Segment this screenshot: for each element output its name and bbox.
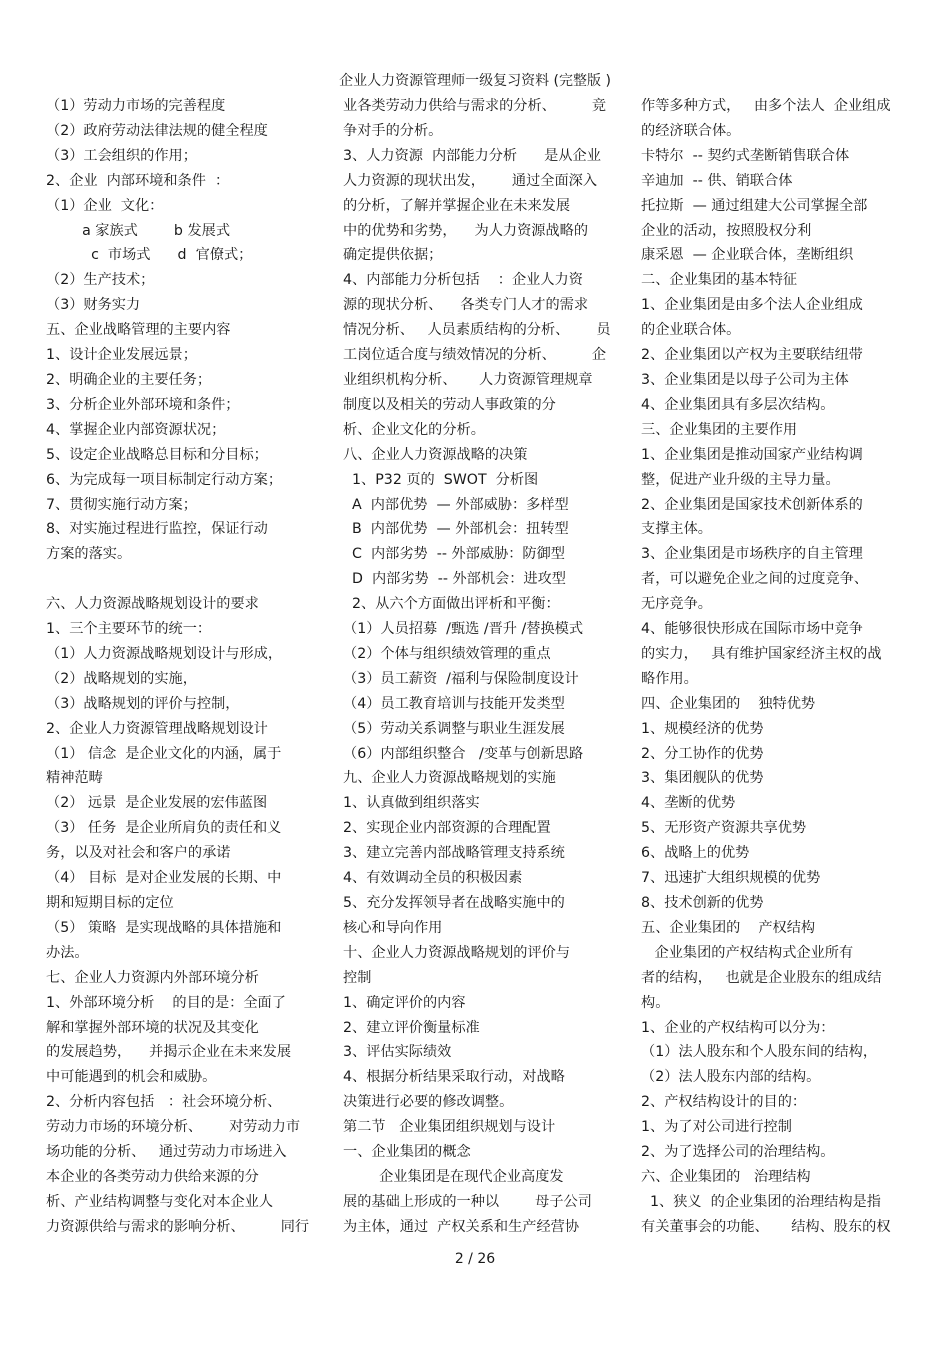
text-line: 6、战略上的优势 [641, 845, 750, 862]
text-line: 中可能遇到的机会和威胁。 [46, 1069, 217, 1086]
text-line: 劳动力市场的环境分析、 对劳动力市 [46, 1119, 301, 1136]
text-line: 4、有效调动全员的积极因素 [343, 870, 523, 887]
text-line: 三、企业集团的主要作用 [641, 421, 798, 438]
text-column-left [46, 94, 314, 1240]
text-line: 情况分析、 人员素质结构的分析、 员 [343, 322, 611, 339]
text-line: 2、企业集团是国家技术创新体系的 [641, 496, 863, 513]
text-line: （2） 远景 是企业发展的宏伟蓝图 [46, 795, 268, 812]
text-line: a 家族式 b 发展式 [46, 222, 231, 239]
text-line: 为主体，通过 产权关系和生产经营协 [343, 1218, 580, 1235]
text-line: 二、企业集团的基本特征 [641, 272, 798, 289]
text-line: 企业集团是在现代企业高度发 [343, 1168, 564, 1185]
text-line: 的发展趋势， 并揭示企业在未来发展 [46, 1044, 292, 1061]
text-line: 1、企业集团是由多个法人企业组成 [641, 297, 863, 314]
text-line: 1、确定评价的内容 [343, 994, 466, 1011]
page-number: 2 / 26 [454, 1251, 496, 1267]
text-line: 务，以及对社会和客户的承诺 [46, 845, 231, 862]
text-line: 业各类劳动力供给与需求的分析、 竞 [343, 98, 607, 114]
text-line: 整，促进产业升级的主导力量。 [641, 471, 840, 488]
text-line: 8、技术创新的优势 [641, 895, 764, 911]
text-line: 六、企业集团的 治理结构 [641, 1168, 811, 1185]
text-line: （2）生产技术； [46, 272, 155, 289]
text-column-right [641, 94, 909, 1240]
text-line: （5）劳动关系调整与职业生涯发展 [343, 720, 565, 737]
text-line: 五、企业集团的 产权结构 [641, 919, 816, 936]
text-line: 3、分析企业外部环境和条件； [46, 396, 240, 413]
text-line: 1、P32 页的 SWOT 分析图 [343, 471, 539, 488]
text-line: 的企业联合体。 [641, 322, 741, 339]
text-line: 业组织机构分析、 人力资源管理规章 [343, 371, 593, 388]
text-line: 析、产业结构调整与变化对本企业人 [46, 1193, 274, 1210]
text-line: 作等多种方式， 由多个法人 企业组成 [641, 98, 891, 114]
text-line: 十、企业人力资源战略规划的评价与 [343, 944, 571, 961]
text-line: 力资源供给与需求的影响分析、 同行 [46, 1218, 310, 1235]
text-line: 2、为了选择公司的治理结构。 [641, 1144, 835, 1161]
text-line: （1）人员招募 /甄选 /晋升 /替换模式 [343, 621, 584, 638]
text-line: 1、三个主要环节的统一： [46, 621, 212, 638]
text-line: 有关董事会的功能、 结构、股东的权 [641, 1218, 891, 1235]
text-line: 2、企业集团以产权为主要联结纽带 [641, 347, 863, 364]
text-line: （4）员工教育培训与技能开发类型 [343, 695, 565, 712]
text-column-middle [343, 94, 615, 1240]
text-line: 的分析，了解并掌握企业在未来发展 [343, 197, 571, 214]
text-line: （2）法人股东内部的结构。 [641, 1069, 821, 1086]
text-line: 者，可以避免企业之间的过度竞争、 [641, 571, 869, 588]
text-line: （2）政府劳动法律法规的健全程度 [46, 122, 268, 139]
text-line: 5、充分发挥领导者在战略实施中的 [343, 895, 565, 911]
text-line: 六、人力资源战略规划设计的要求 [46, 596, 259, 613]
text-line: 第二节 企业集团组织规划与设计 [343, 1119, 556, 1136]
text-line: 七、企业人力资源内外部环境分析 [46, 969, 259, 986]
text-line: 辛迪加 -- 供、销联合体 [641, 172, 793, 189]
text-line: 4、垄断的优势 [641, 795, 736, 812]
text-line: （1）法人股东和个人股东间的结构， [641, 1044, 878, 1061]
text-line: （1）人力资源战略规划设计与形成， [46, 645, 283, 662]
text-line: C 内部劣势 -- 外部威胁：防御型 [343, 546, 565, 563]
text-line: 卡特尔 -- 契约式垄断销售联合体 [641, 147, 850, 164]
text-line: 解和掌握外部环境的状况及其变化 [46, 1019, 259, 1036]
text-line: （1）企业 文化： [46, 197, 164, 214]
text-line: 1、狭义 的企业集团的治理结构是指 [641, 1193, 881, 1210]
text-line: 3、人力资源 内部能力分析 是从企业 [343, 147, 601, 164]
text-line: （3） 任务 是企业所肩负的责任和义 [46, 820, 282, 837]
text-line: 企业集团的产权结构式企业所有 [641, 944, 854, 961]
text-line: 4、掌握企业内部资源状况； [46, 421, 226, 438]
text-line: B 内部优势 — 外部机会：扭转型 [343, 521, 569, 538]
text-line: 八、企业人力资源战略的决策 [343, 446, 528, 463]
text-line: 4、能够很快形成在国际市场中竞争 [641, 621, 863, 638]
text-line: 工岗位适合度与绩效情况的分析、 企 [343, 347, 607, 364]
text-line: 核心和导向作用 [343, 919, 443, 936]
text-line: 的实力， 具有维护国家经济主权的战 [641, 645, 882, 662]
text-line: 3、企业集团是市场秩序的自主管理 [641, 546, 863, 563]
text-line: 康采恩 — 企业联合体，垄断组织 [641, 247, 854, 264]
text-line: （3）战略规划的评价与控制， [46, 695, 240, 712]
text-line: 7、贯彻实施行动方案； [46, 496, 197, 513]
text-line: （4） 目标 是对企业发展的长期、中 [46, 870, 282, 887]
text-line: 者的结构， 也就是企业股东的组成结 [641, 969, 882, 986]
text-line: 3、评估实际绩效 [343, 1044, 452, 1061]
text-line: 4、内部能力分析包括 ：企业人力资 [343, 272, 583, 289]
text-line: 九、企业人力资源战略规划的实施 [343, 770, 556, 787]
text-line: 中的优势和劣势， 为人力资源战略的 [343, 222, 589, 239]
text-line: c 市场式 d 官僚式； [46, 247, 253, 264]
text-line: 2、实现企业内部资源的合理配置 [343, 820, 551, 837]
text-line: 析、企业文化的分析。 [343, 421, 485, 438]
text-line: 2、明确企业的主要任务； [46, 371, 212, 388]
text-line: 展的基础上形成的一种以 母子公司 [343, 1193, 592, 1210]
text-line: 办法。 [46, 944, 89, 961]
text-line: 2、分工协作的优势 [641, 745, 764, 762]
text-line: 无序竞争。 [641, 596, 712, 613]
text-line: （3）工会组织的作用； [46, 147, 197, 164]
text-line: 四、企业集团的 独特优势 [641, 695, 816, 712]
text-line: （2）个体与组织绩效管理的重点 [343, 645, 551, 662]
text-line: 4、根据分析结果采取行动，对战略 [343, 1069, 565, 1086]
text-line: 2、企业 内部环境和条件 ： [46, 172, 230, 189]
text-line: 2、建立评价衡量标准 [343, 1019, 480, 1036]
text-line: 制度以及相关的劳动人事政策的分 [343, 396, 556, 413]
text-line: 控制 [343, 969, 372, 986]
text-line: 8、对实施过程进行监控，保证行动 [46, 521, 268, 538]
text-line: 3、企业集团是以母子公司为主体 [641, 371, 849, 388]
text-line: （5） 策略 是实现战略的具体措施和 [46, 919, 282, 936]
text-line: （1）劳动力市场的完善程度 [46, 98, 226, 114]
text-line: 2、从六个方面做出评析和平衡： [343, 596, 560, 613]
text-line: 1、认真做到组织落实 [343, 795, 480, 812]
text-line: 期和短期目标的定位 [46, 895, 174, 911]
text-line: 五、企业战略管理的主要内容 [46, 322, 231, 339]
text-line: （6）内部组织整合 /变革与创新思路 [343, 745, 584, 762]
text-line: （1） 信念 是企业文化的内涵，属于 [46, 745, 282, 762]
text-line: 1、规模经济的优势 [641, 720, 764, 737]
text-line: 5、设定企业战略总目标和分目标； [46, 446, 268, 463]
text-line: 方案的落实。 [46, 546, 132, 563]
text-line: 的经济联合体。 [641, 122, 741, 139]
text-line: 7、迅速扩大组织规模的优势 [641, 870, 821, 887]
text-line: 1、设计企业发展远景； [46, 347, 197, 364]
text-line: 支撑主体。 [641, 521, 712, 538]
text-line: 3、建立完善内部战略管理支持系统 [343, 845, 565, 862]
text-line: 企业的活动，按照股权分利 [641, 222, 812, 239]
text-line: 5、无形资产资源共享优势 [641, 820, 807, 837]
text-line: 决策进行必要的修改调整。 [343, 1094, 514, 1111]
text-line: 1、为了对公司进行控制 [641, 1119, 792, 1136]
text-line: 2、产权结构设计的目的： [641, 1094, 807, 1111]
text-line: 6、为完成每一项目标制定行动方案； [46, 471, 283, 488]
text-line: 构。 [641, 994, 670, 1011]
page-header: 企业人力资源管理师一级复习资料 (完整版 ) [339, 73, 611, 89]
text-line: 托拉斯 — 通过组建大公司掌握全部 [641, 197, 868, 214]
text-line: 确定提供依据； [343, 247, 443, 264]
text-line: 人力资源的现状出发， 通过全面深入 [343, 172, 598, 189]
text-line: 略作用。 [641, 670, 698, 687]
text-line: 一、企业集团的概念 [343, 1144, 471, 1161]
text-line: 2、分析内容包括 ：社会环境分析、 [46, 1094, 282, 1111]
text-line: 1、企业的产权结构可以分为： [641, 1019, 835, 1036]
text-line: 4、企业集团具有多层次结构。 [641, 396, 835, 413]
text-line: D 内部劣势 -- 外部机会：进攻型 [343, 571, 566, 588]
text-line: 1、企业集团是推动国家产业结构调 [641, 446, 863, 463]
text-line: 本企业的各类劳动力供给来源的分 [46, 1168, 259, 1185]
text-line: A 内部优势 — 外部威胁：多样型 [343, 496, 569, 513]
text-line: （2）战略规划的实施， [46, 670, 197, 687]
text-line [46, 567, 314, 592]
text-line: 场功能的分析、 通过劳动力市场进入 [46, 1144, 287, 1161]
text-line: 2、企业人力资源管理战略规划设计 [46, 720, 268, 737]
text-line: （3）员工薪资 /福利与保险制度设计 [343, 670, 579, 687]
text-line: （3）财务实力 [46, 297, 141, 314]
text-line: 精神范畴 [46, 770, 103, 787]
text-line: 3、集团舰队的优势 [641, 770, 764, 787]
text-line: 争对手的分析。 [343, 122, 443, 139]
text-line: 1、外部环境分析 的目的是：全面了 [46, 994, 286, 1011]
text-line: 源的现状分析、 各类专门人才的需求 [343, 297, 589, 314]
